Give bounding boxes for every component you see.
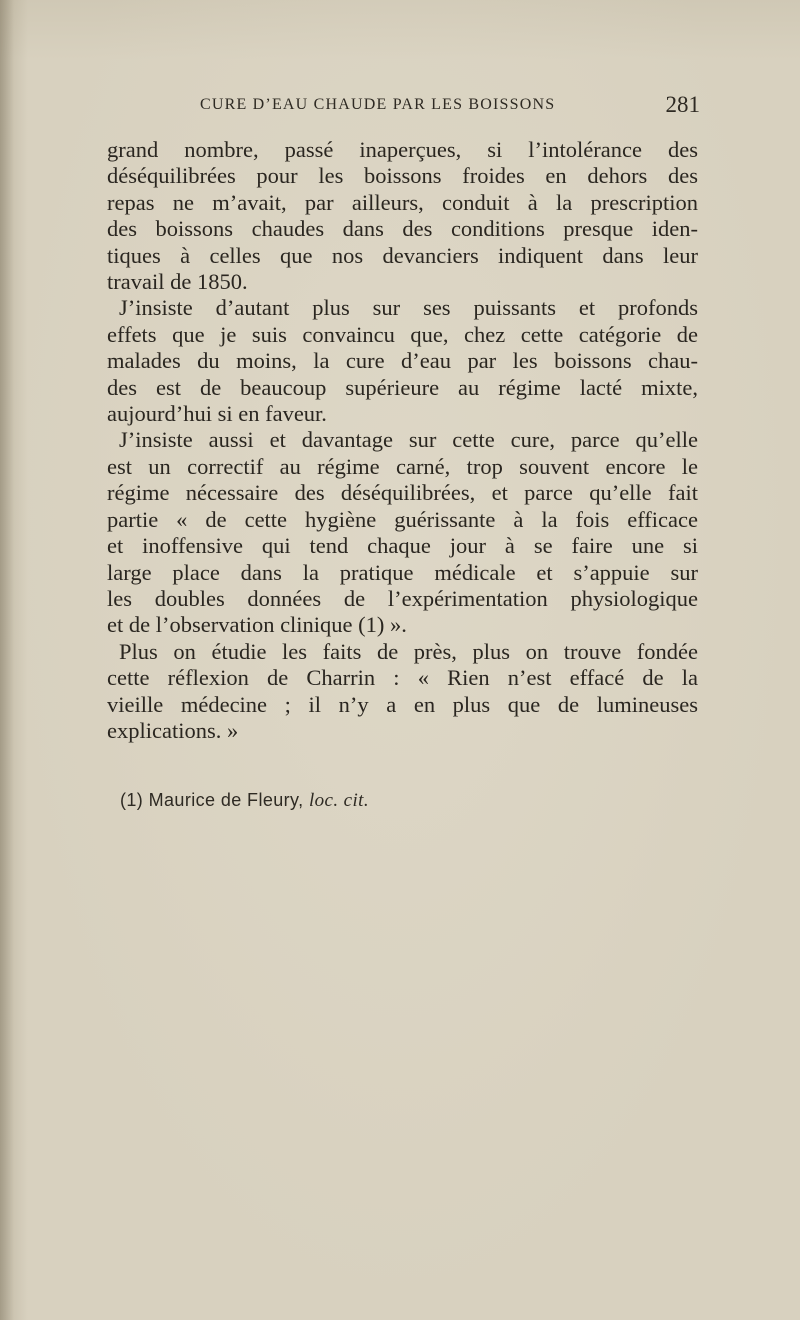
text-line: explications. » (107, 717, 239, 743)
running-title: CURE D’EAU CHAUDE PAR LES BOISSONS (200, 96, 556, 113)
text-line: partie « de cette hygiène guérissante à la fois efficace (107, 506, 698, 532)
paragraph-start-line: J’insiste d’autant plus sur ses puissants et profonds (119, 295, 698, 321)
text-line: est un correctif au régime carné, trop souvent encore le (107, 453, 698, 479)
text-line: des boissons chaudes dans des conditions presque iden- (107, 216, 698, 242)
text-line: régime nécessaire des déséquilibrées, et parce qu’elle fait (107, 480, 698, 506)
text-line: les doubles données de l’expérimentation physiologique (107, 585, 698, 611)
footnote-marker: (1) (120, 790, 144, 810)
text-line: travail de 1850. (107, 269, 248, 295)
text-line: des est de beaucoup supérieure au régime lacté mixte, (107, 374, 698, 400)
page-header (200, 92, 700, 124)
paragraph-start-line: J’insiste aussi et davantage sur cette cure, parce qu’elle (119, 427, 698, 453)
text-line: aujourd’hui si en faveur. (107, 401, 327, 427)
text-line: effets que je suis convaincu que, chez cette catégorie de (107, 321, 698, 347)
text-line: malades du moins, la cure d’eau par les boissons chau- (107, 348, 698, 374)
page-number: 281 (665, 92, 700, 117)
footnote-reference: loc. cit. (308, 790, 369, 811)
text-line: grand nombre, passé inaperçues, si l’intolérance des (107, 137, 698, 162)
text-line: déséquilibrées pour les boissons froides en dehors des (107, 163, 698, 189)
page-edge-shadow (0, 0, 14, 1320)
text-line: cette réflexion de Charrin : « Rien n’est effacé de la (107, 665, 698, 691)
body-text (107, 137, 698, 744)
text-line: large place dans la pratique médicale et s’appuie sur (107, 559, 698, 585)
footnote (120, 790, 369, 812)
text-line: vieille médecine ; il n’y a en plus que de lumineuses (107, 691, 698, 717)
text-line: repas ne m’avait, par ailleurs, conduit à la prescription (107, 189, 698, 215)
text-line: et inoffensive qui tend chaque jour à se faire une si (107, 533, 698, 559)
text-line: tiques à celles que nos devanciers indiquent dans leur (107, 242, 698, 268)
paragraph-start-line: Plus on étudie les faits de près, plus on trouve fondée (119, 638, 698, 664)
footnote-text: Maurice de Fleury, (148, 790, 304, 810)
text-line: et de l’observation clinique (1) ». (107, 612, 407, 638)
